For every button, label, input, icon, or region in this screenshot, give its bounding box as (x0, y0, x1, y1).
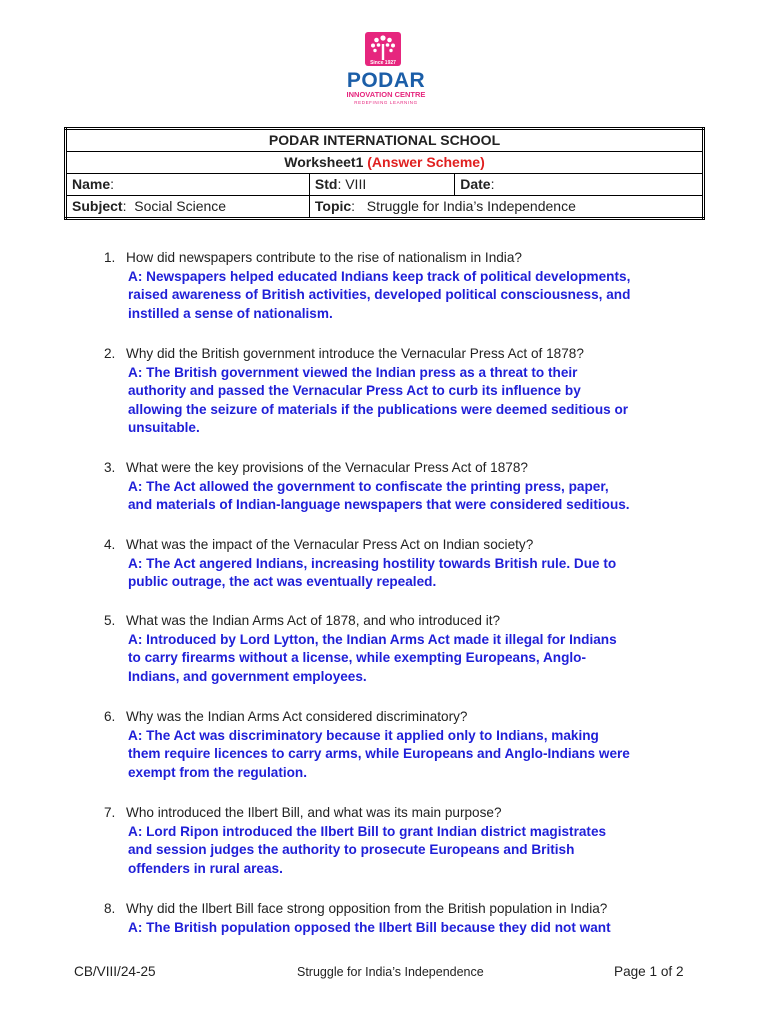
question-text (104, 612, 704, 631)
worksheet-header-table (64, 127, 705, 220)
answer-line: unsuitable. (128, 420, 200, 435)
subject-label: Subject (72, 198, 123, 214)
question-text (104, 804, 704, 823)
question-label: Why was the Indian Arms Act considered discriminatory? (126, 709, 468, 724)
answer-line: A: Lord Ripon introduced the Ilbert Bill to grant Indian district magistrates (128, 823, 607, 839)
answer-line: them require licences to carry arms, while Europeans and Anglo-Indians were (128, 746, 630, 761)
answer-line: and session judges the authority to prosecute Europeans and British (128, 842, 575, 857)
date-cell: Date: (455, 174, 704, 196)
answer-line: A: The Act allowed the government to confiscate the printing press, paper, (128, 478, 609, 494)
answer-line: A: The British government viewed the Indian press as a threat to their (128, 364, 578, 380)
question-text (104, 900, 704, 919)
name-row (66, 174, 704, 196)
topic-value: Struggle for India’s Independence (366, 198, 576, 214)
answer-line: allowing the seizure of materials if the publications were deemed seditious or (128, 401, 629, 417)
answer-line: and materials of Indian-language newspapers that were considered seditious. (128, 497, 630, 512)
brand-tagline: REDEFINING LEARNING (354, 100, 418, 105)
answer-line: public outrage, the act was eventually repealed. (128, 574, 437, 589)
question-text (104, 536, 704, 555)
since-label: Since 1927 (370, 60, 396, 66)
question-label: Why did the British government introduce the Vernacular Press Act of 1878? (126, 346, 584, 361)
answer-line: A: Introduced by Lord Lytton, the Indian Arms Act made it illegal for Indians (128, 631, 617, 647)
answer-line: offenders in rural areas. (128, 860, 283, 876)
question-label: How did newspapers contribute to the rise of nationalism in India? (126, 250, 522, 265)
answer-line: Indians, and government employees. (128, 668, 367, 684)
std-cell: Std: VIII (309, 174, 454, 196)
answer-line: A: The Act angered Indians, increasing hostility towards British rule. Due to (128, 555, 617, 571)
tree-emblem (365, 32, 401, 66)
question-text (104, 345, 704, 364)
date-label: Date (460, 176, 491, 192)
answer-scheme-label: (Answer Scheme) (367, 154, 485, 170)
question-item-8 (104, 900, 704, 937)
brand-subtitle: INNOVATION CENTRE (346, 90, 426, 99)
answer-text (104, 823, 704, 879)
question-number: 2. (104, 346, 116, 361)
question-text (104, 249, 704, 268)
std-label: Std (314, 176, 338, 192)
worksheet-label: Worksheet1 (284, 154, 364, 170)
worksheet-row (66, 152, 704, 174)
answer-line: to carry firearms without a license, while exempting Europeans, Anglo- (128, 650, 587, 665)
answer-line: exempt from the regulation. (128, 764, 308, 780)
answer-text (104, 268, 704, 324)
tree-icon (369, 34, 397, 60)
question-label: Who introduced the Ilbert Bill, and what was its main purpose? (126, 805, 502, 820)
question-label: What was the Indian Arms Act of 1878, and who introduced it? (126, 613, 501, 628)
answer-line: raised awareness of British activities, developed political consciousness, and (128, 287, 631, 302)
question-item-3 (104, 459, 704, 515)
question-number: 3. (104, 460, 116, 475)
worksheet-title (66, 152, 704, 174)
answer-line: A: The Act was discriminatory because it applied only to Indians, making (128, 727, 599, 743)
question-label: What were the key provisions of the Vernacular Press Act of 1878? (126, 460, 528, 475)
std-value: VIII (345, 176, 367, 192)
answer-text (104, 919, 704, 938)
question-text (104, 708, 704, 727)
school-row (66, 129, 704, 152)
footer-title: Struggle for India’s Independence (297, 965, 484, 979)
answer-line: authority and passed the Vernacular Press Act to curb its influence by (128, 383, 581, 398)
subject-cell: Subject: Social Science (66, 196, 310, 219)
answer-text (104, 364, 704, 438)
question-item-6 (104, 708, 704, 782)
school-logo (336, 28, 436, 108)
subject-value: Social Science (134, 198, 227, 214)
name-cell: Name: (66, 174, 310, 196)
subject-row (66, 196, 704, 219)
footer-code: CB/VIII/24-25 (74, 964, 156, 979)
brand-name: PODAR (346, 69, 426, 92)
answer-line: instilled a sense of nationalism. (128, 305, 333, 321)
topic-cell: Topic: Struggle for India’s Independence (309, 196, 703, 219)
question-item-2 (104, 345, 704, 438)
answer-text (104, 727, 704, 783)
question-number: 6. (104, 709, 116, 724)
question-item-4 (104, 536, 704, 592)
answer-line: A: The British population opposed the Ilbert Bill because they did not want (128, 919, 611, 935)
question-number: 1. (104, 250, 116, 265)
name-label: Name (72, 176, 111, 192)
question-text (104, 459, 704, 478)
question-item-7 (104, 804, 704, 878)
question-number: 5. (104, 613, 116, 628)
answer-text (104, 631, 704, 687)
question-number: 7. (104, 805, 116, 820)
footer-page-number: Page 1 of 2 (614, 964, 684, 979)
question-number: 8. (104, 901, 116, 916)
answer-text (104, 555, 704, 592)
school-name: PODAR INTERNATIONAL SCHOOL (66, 129, 704, 152)
question-number: 4. (104, 537, 116, 552)
answer-line: A: Newspapers helped educated Indians keep track of political developments, (128, 268, 631, 284)
topic-label: Topic (314, 198, 352, 214)
question-label: Why did the Ilbert Bill face strong opposition from the British population in India? (126, 901, 608, 916)
question-label: What was the impact of the Vernacular Press Act on Indian society? (126, 537, 534, 552)
question-item-1 (104, 249, 704, 323)
question-item-5 (104, 612, 704, 686)
answer-text (104, 478, 704, 515)
